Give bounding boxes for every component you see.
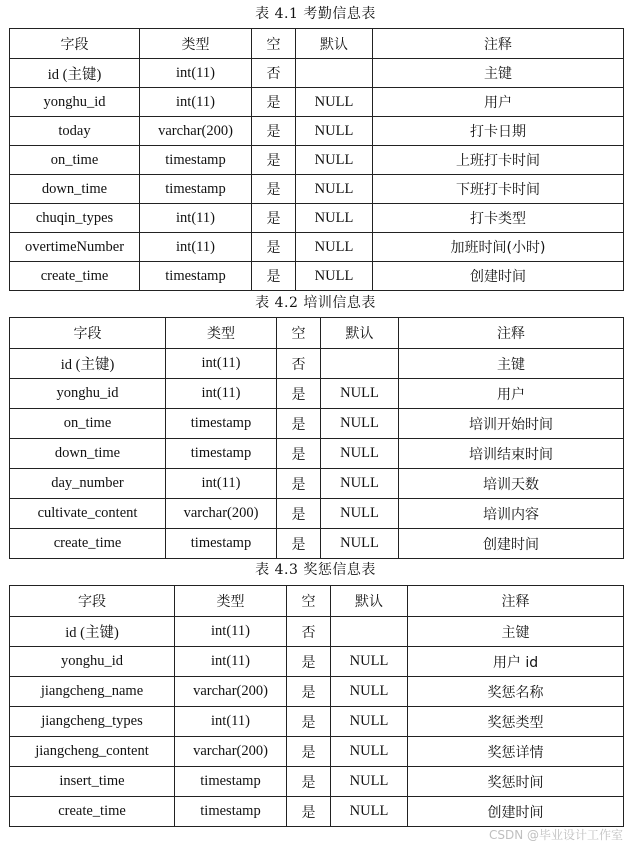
cell-type: timestamp [166, 439, 277, 469]
cell-default: NULL [331, 797, 408, 827]
cell-default: NULL [331, 677, 408, 707]
cell-type: varchar(200) [175, 677, 287, 707]
cell-type: varchar(200) [140, 117, 252, 146]
cell-field: on_time [10, 146, 140, 175]
column-header-field: 字段 [10, 29, 140, 59]
cell-comment: 打卡日期 [373, 117, 624, 146]
cell-type: timestamp [140, 146, 252, 175]
cell-comment: 培训结束时间 [399, 439, 624, 469]
cell-field: id (主键) [10, 59, 140, 88]
watermark-text: CSDN @毕业设计工作室 [488, 828, 623, 842]
column-header-type: 类型 [175, 586, 287, 617]
cell-default: NULL [296, 262, 373, 291]
column-header-nullable: 空 [277, 318, 321, 349]
cell-default: NULL [321, 469, 399, 499]
cell-default: NULL [331, 647, 408, 677]
cell-field: yonghu_id [10, 647, 175, 677]
cell-field: cultivate_content [10, 499, 166, 529]
cell-type: int(11) [140, 233, 252, 262]
cell-comment: 培训开始时间 [399, 409, 624, 439]
table-caption-reward-punishment: 表 4.3 奖惩信息表 [255, 562, 376, 578]
cell-nullable: 是 [277, 529, 321, 559]
training-table [9, 317, 624, 559]
cell-default: NULL [331, 707, 408, 737]
cell-nullable: 是 [277, 379, 321, 409]
cell-comment: 奖惩详情 [408, 737, 624, 767]
cell-type: varchar(200) [166, 499, 277, 529]
cell-default: NULL [296, 146, 373, 175]
cell-nullable: 是 [287, 677, 331, 707]
column-header-comment: 注释 [373, 29, 624, 59]
cell-default: NULL [321, 499, 399, 529]
column-header-type: 类型 [140, 29, 252, 59]
cell-field: jiangcheng_content [10, 737, 175, 767]
table-header-row [10, 29, 624, 59]
cell-type: timestamp [140, 262, 252, 291]
table-row [10, 146, 624, 175]
column-header-comment: 注释 [399, 318, 624, 349]
table-row [10, 379, 624, 409]
cell-default: NULL [296, 233, 373, 262]
column-header-nullable: 空 [287, 586, 331, 617]
cell-field: down_time [10, 175, 140, 204]
cell-comment: 加班时间(小时) [373, 233, 624, 262]
cell-default: NULL [296, 88, 373, 117]
cell-nullable: 是 [287, 767, 331, 797]
table-row [10, 117, 624, 146]
cell-default: NULL [321, 379, 399, 409]
column-header-nullable: 空 [252, 29, 296, 59]
reward-punishment-table [9, 585, 624, 827]
cell-comment: 下班打卡时间 [373, 175, 624, 204]
cell-nullable: 是 [252, 175, 296, 204]
cell-default: NULL [296, 117, 373, 146]
table-row [10, 499, 624, 529]
cell-comment: 培训内容 [399, 499, 624, 529]
cell-comment: 培训天数 [399, 469, 624, 499]
cell-field: day_number [10, 469, 166, 499]
cell-comment: 用户 id [408, 647, 624, 677]
table-row [10, 349, 624, 379]
table-header-row [10, 586, 624, 617]
table-caption-training: 表 4.2 培训信息表 [255, 295, 376, 311]
cell-default [321, 349, 399, 379]
cell-field: create_time [10, 797, 175, 827]
cell-nullable: 是 [252, 204, 296, 233]
cell-type: int(11) [175, 617, 287, 647]
cell-type: timestamp [166, 529, 277, 559]
table-row [10, 59, 624, 88]
cell-comment: 用户 [399, 379, 624, 409]
cell-field: on_time [10, 409, 166, 439]
table-caption-attendance: 表 4.1 考勤信息表 [255, 6, 376, 22]
cell-comment: 创建时间 [408, 797, 624, 827]
table-row [10, 409, 624, 439]
cell-field: overtimeNumber [10, 233, 140, 262]
table-header-row [10, 318, 624, 349]
cell-type: int(11) [166, 469, 277, 499]
cell-type: int(11) [140, 204, 252, 233]
table-row [10, 647, 624, 677]
cell-field: yonghu_id [10, 379, 166, 409]
table-row [10, 233, 624, 262]
cell-nullable: 是 [287, 737, 331, 767]
column-header-field: 字段 [10, 586, 175, 617]
table-row [10, 677, 624, 707]
cell-type: varchar(200) [175, 737, 287, 767]
table-row [10, 175, 624, 204]
cell-default: NULL [321, 529, 399, 559]
cell-comment: 用户 [373, 88, 624, 117]
cell-field: id (主键) [10, 617, 175, 647]
cell-comment: 奖惩时间 [408, 767, 624, 797]
table-row [10, 262, 624, 291]
cell-nullable: 是 [287, 797, 331, 827]
cell-nullable: 是 [252, 262, 296, 291]
cell-type: int(11) [175, 647, 287, 677]
table-row [10, 737, 624, 767]
cell-default: NULL [331, 767, 408, 797]
table-row [10, 617, 624, 647]
cell-nullable: 是 [277, 469, 321, 499]
column-header-comment: 注释 [408, 586, 624, 617]
cell-nullable: 是 [287, 647, 331, 677]
cell-type: int(11) [166, 379, 277, 409]
cell-default: NULL [321, 409, 399, 439]
cell-field: chuqin_types [10, 204, 140, 233]
cell-type: timestamp [140, 175, 252, 204]
cell-type: int(11) [140, 88, 252, 117]
cell-default [331, 617, 408, 647]
column-header-type: 类型 [166, 318, 277, 349]
table-row [10, 88, 624, 117]
cell-nullable: 是 [252, 146, 296, 175]
column-header-field: 字段 [10, 318, 166, 349]
column-header-default: 默认 [296, 29, 373, 59]
table-row [10, 439, 624, 469]
table-row [10, 707, 624, 737]
cell-type: timestamp [175, 767, 287, 797]
cell-field: create_time [10, 262, 140, 291]
cell-nullable: 否 [252, 59, 296, 88]
cell-field: jiangcheng_types [10, 707, 175, 737]
cell-default: NULL [296, 175, 373, 204]
cell-field: insert_time [10, 767, 175, 797]
cell-type: int(11) [166, 349, 277, 379]
cell-nullable: 是 [252, 117, 296, 146]
cell-comment: 主键 [408, 617, 624, 647]
cell-field: jiangcheng_name [10, 677, 175, 707]
table-row [10, 797, 624, 827]
cell-comment: 主键 [399, 349, 624, 379]
cell-field: today [10, 117, 140, 146]
cell-nullable: 是 [252, 233, 296, 262]
cell-nullable: 否 [287, 617, 331, 647]
cell-comment: 打卡类型 [373, 204, 624, 233]
cell-field: yonghu_id [10, 88, 140, 117]
cell-nullable: 是 [252, 88, 296, 117]
cell-field: id (主键) [10, 349, 166, 379]
table-row [10, 204, 624, 233]
cell-type: timestamp [175, 797, 287, 827]
table-row [10, 767, 624, 797]
cell-default: NULL [321, 439, 399, 469]
cell-type: int(11) [140, 59, 252, 88]
cell-default: NULL [331, 737, 408, 767]
cell-comment: 上班打卡时间 [373, 146, 624, 175]
cell-type: int(11) [175, 707, 287, 737]
cell-comment: 奖惩名称 [408, 677, 624, 707]
column-header-default: 默认 [331, 586, 408, 617]
cell-field: down_time [10, 439, 166, 469]
cell-default [296, 59, 373, 88]
cell-type: timestamp [166, 409, 277, 439]
cell-nullable: 是 [277, 409, 321, 439]
cell-nullable: 是 [277, 499, 321, 529]
attendance-table [9, 28, 624, 291]
cell-nullable: 是 [277, 439, 321, 469]
column-header-default: 默认 [321, 318, 399, 349]
cell-comment: 创建时间 [373, 262, 624, 291]
cell-nullable: 是 [287, 707, 331, 737]
cell-comment: 创建时间 [399, 529, 624, 559]
table-row [10, 469, 624, 499]
cell-field: create_time [10, 529, 166, 559]
cell-nullable: 否 [277, 349, 321, 379]
cell-comment: 主键 [373, 59, 624, 88]
table-row [10, 529, 624, 559]
cell-default: NULL [296, 204, 373, 233]
cell-comment: 奖惩类型 [408, 707, 624, 737]
